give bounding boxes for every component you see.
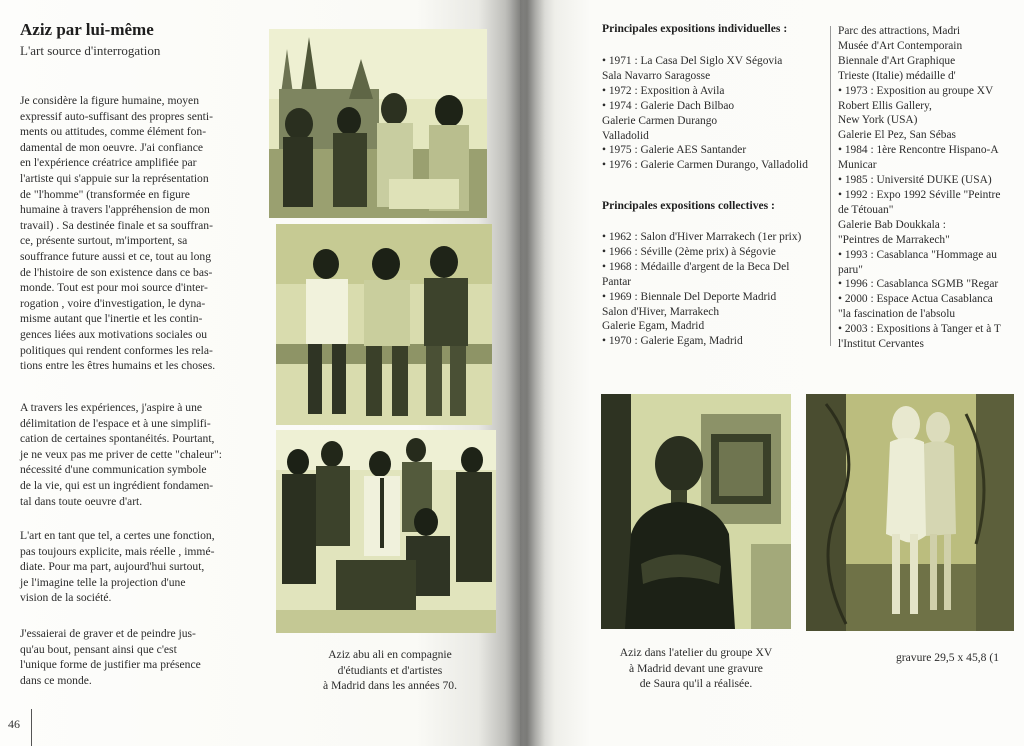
page-subtitle: L'art source d'interrogation xyxy=(20,43,161,58)
caption-line: Aziz abu ali en compagnie xyxy=(328,648,452,661)
individual-exhibitions-heading: Principales expositions individuelles : xyxy=(602,22,788,35)
text-line: diate. Pour ma part, aujourd'hui surtout, xyxy=(20,560,205,574)
list-item: • 1976 : Galerie Carmen Durango, Valladolid xyxy=(602,159,808,172)
list-item: • 1985 : Université DUKE (USA) xyxy=(838,174,992,187)
list-item: Robert Ellis Gallery, xyxy=(838,99,932,112)
list-item: • 1969 : Biennale Del Deporte Madrid xyxy=(602,290,777,303)
text-line: cation de certaines spontanéités. Pourtant, xyxy=(20,432,215,446)
text-line: humaine à travers l'appréhension de mon xyxy=(20,203,210,217)
collective-exhibitions-list xyxy=(602,230,801,349)
list-item: • 1966 : Séville (2ème prix) à Ségovie xyxy=(602,245,776,258)
text-line: A travers les expériences, j'aspire à une xyxy=(20,401,203,414)
text-line: L'art en tant que tel, a certes une fonction, xyxy=(20,529,215,542)
text-line: expressif auto-suffisant des propres senti- xyxy=(20,109,213,123)
text-line: politiques qui rendent conformes les rela- xyxy=(20,343,213,357)
body-paragraph xyxy=(20,93,254,374)
text-line: qu'au bout, pensant ainsi que c'est xyxy=(20,642,177,656)
individual-exhibitions-list xyxy=(602,54,808,173)
list-item: • 1974 : Galerie Dach Bilbao xyxy=(602,99,735,112)
studio-photo-caption xyxy=(604,645,788,692)
list-item: • 1970 : Galerie Egam, Madrid xyxy=(602,335,743,348)
list-item: Valladolid xyxy=(602,129,649,142)
list-item: "la fascination de l'absolu xyxy=(838,308,956,321)
gravure-artwork xyxy=(806,394,1014,631)
text-line: travail) . Sa destinée finale et sa souffran- xyxy=(20,218,213,232)
collective-exhibitions-list-continued xyxy=(838,24,1014,352)
text-line: misme autant que l'inertie et les contin- xyxy=(20,312,203,326)
text-line: ce, présente surtout, m'importent, sa xyxy=(20,234,188,248)
list-item: • 1992 : Expo 1992 Séville "Peintre xyxy=(838,188,1001,201)
page-title: Aziz par lui-même xyxy=(20,20,154,39)
text-line: de la vie, qui est un ingrédient fondamen- xyxy=(20,478,214,492)
text-line: dans ce monde. xyxy=(20,673,92,687)
caption-line: d'étudiants et d'artistes xyxy=(337,663,443,677)
text-line: de "l'homme" (transformée en figure xyxy=(20,187,190,201)
text-line: gences liées aux motivations sociales ou xyxy=(20,327,208,341)
list-item: l'Institut Cervantes xyxy=(838,338,924,351)
list-item: Galerie El Pez, San Sébas xyxy=(838,129,956,142)
photo-young-men-wall xyxy=(276,224,492,425)
list-item: Pantar xyxy=(602,275,632,288)
list-item: • 1984 : 1ère Rencontre Hispano-A xyxy=(838,144,999,157)
text-line: de l'histoire de son existence dans ce bas- xyxy=(20,265,213,279)
list-item: Biennale d'Art Graphique xyxy=(838,54,956,67)
list-item: • 2000 : Espace Actua Casablanca xyxy=(838,293,993,306)
list-item: de Tétouan" xyxy=(838,203,894,216)
text-line: ments ou attitudes, comme élément fon- xyxy=(20,125,207,139)
caption-line: Aziz dans l'atelier du groupe XV xyxy=(619,646,773,659)
list-item: Parc des attractions, Madri xyxy=(838,25,961,37)
text-line: Je considère la figure humaine, moyen xyxy=(20,94,199,107)
text-line: vision de la société. xyxy=(20,591,112,605)
column-divider xyxy=(830,26,831,346)
text-line: en l'expérience créatrice amplifiée par xyxy=(20,156,197,170)
text-line: pas toujours explicite, mais réelle , immé- xyxy=(20,544,215,558)
text-line: je ne veux pas me priver de cette "chaleur": xyxy=(20,447,222,461)
text-line: tal dans toute oeuvre d'art. xyxy=(20,494,143,508)
page-number: 46 xyxy=(8,717,20,731)
photo-artist-studio xyxy=(601,394,791,629)
list-item: • 1968 : Médaille d'argent de la Beca Del xyxy=(602,260,790,273)
list-item: Trieste (Italie) médaille d' xyxy=(838,69,956,82)
text-line: délimitation de l'espace et à une simplifi- xyxy=(20,416,211,430)
caption-line: à Madrid dans les années 70. xyxy=(323,679,457,693)
list-item: • 1993 : Casablanca "Hommage au xyxy=(838,248,997,261)
text-line: J'essaierai de graver et de peindre jus- xyxy=(20,627,196,640)
list-item: New York (USA) xyxy=(838,114,918,127)
list-item: • 1962 : Salon d'Hiver Marrakech (1er prix) xyxy=(602,231,802,243)
text-line: tions entre les êtres humains et les choses. xyxy=(20,359,216,373)
list-item: • 1996 : Casablanca SGMB "Regar xyxy=(838,278,999,291)
list-item: • 1973 : Exposition au groupe XV xyxy=(838,84,994,97)
text-line: l'artiste qui s'appuie sur la représentation xyxy=(20,171,209,185)
caption-line: de Saura qu'il a réalisée. xyxy=(639,677,753,691)
photo-caption xyxy=(298,647,482,694)
list-item: "Peintres de Marrakech" xyxy=(838,233,950,246)
body-paragraph xyxy=(20,528,254,606)
list-item: • 1972 : Exposition à Avila xyxy=(602,84,725,97)
photo-group-castle xyxy=(269,29,487,218)
list-item: Musée d'Art Contemporain xyxy=(838,39,963,52)
text-line: damental de mon oeuvre. J'ai confiance xyxy=(20,140,204,154)
text-line: l'unique forme de justifier ma présence xyxy=(20,658,201,672)
photo-students-artists-group xyxy=(276,430,496,633)
caption-line: à Madrid devant une gravure xyxy=(629,661,763,675)
text-line: rogation , voire d'investigation, le dyna- xyxy=(20,296,206,310)
list-item: Municar xyxy=(838,159,877,172)
list-item: • 1971 : La Casa Del Siglo XV Ségovia xyxy=(602,55,783,67)
list-item: Sala Navarro Saragosse xyxy=(602,69,711,82)
gravure-caption: gravure 29,5 x 45,8 (1 xyxy=(896,651,1000,664)
list-item: paru" xyxy=(838,263,863,276)
list-item: Galerie Egam, Madrid xyxy=(602,320,705,333)
list-item: Galerie Carmen Durango xyxy=(602,114,718,127)
text-line: souffrance future aussi et ce, tout au long xyxy=(20,249,212,263)
page-number-rule xyxy=(31,709,32,746)
book-gutter xyxy=(505,0,545,746)
body-paragraph xyxy=(20,626,254,688)
collective-exhibitions-heading: Principales expositions collectives : xyxy=(602,199,775,212)
list-item: • 1975 : Galerie AES Santander xyxy=(602,144,747,157)
list-item: Salon d'Hiver, Marrakech xyxy=(602,305,720,318)
body-paragraph xyxy=(20,400,254,509)
text-line: je l'imagine telle la projection d'une xyxy=(20,575,186,589)
list-item: • 2003 : Expositions à Tanger et à T xyxy=(838,323,1001,336)
list-item: Galerie Bab Doukkala : xyxy=(838,218,946,231)
text-line: nécessité d'une communication symbole xyxy=(20,463,207,477)
text-line: monde. Tout est pour moi source d'inter- xyxy=(20,281,208,295)
